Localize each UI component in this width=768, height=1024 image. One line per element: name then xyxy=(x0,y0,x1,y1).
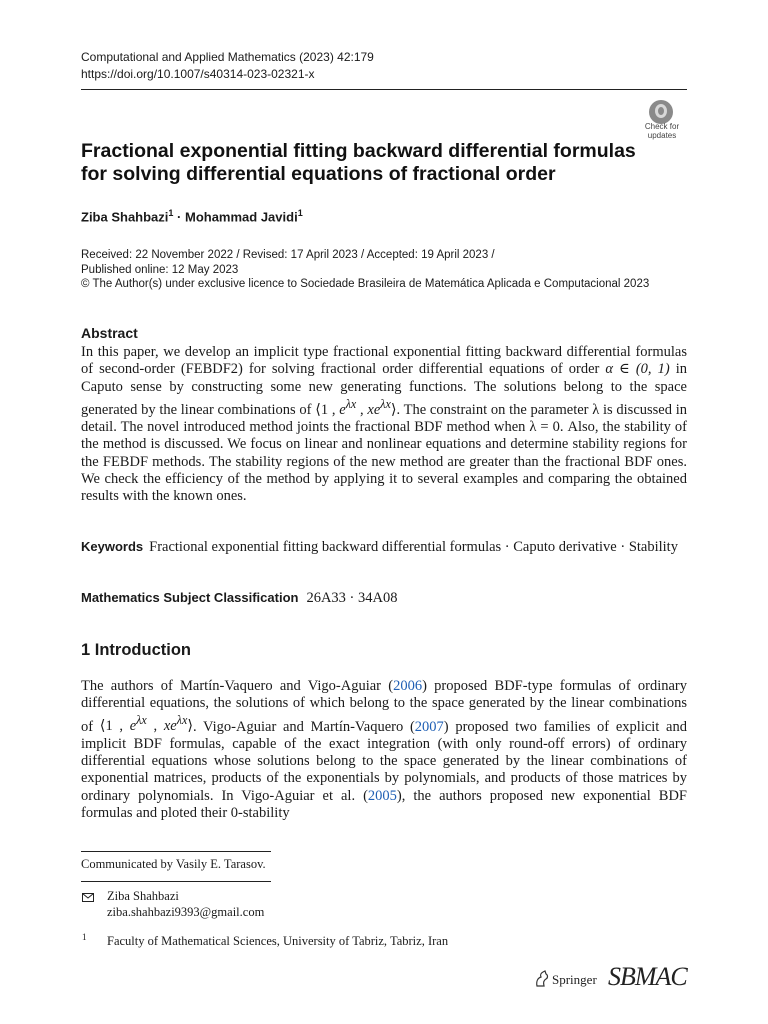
sbmac-logo: SBMAC xyxy=(608,962,687,991)
intro-text-3: . Vigo-Aguiar and Martín-Vaquero ( xyxy=(192,718,415,735)
affiliation-number: 1 xyxy=(82,932,87,942)
author-separator: · xyxy=(173,209,185,225)
abstract-body xyxy=(81,344,687,506)
doi-link[interactable]: https://doi.org/10.1007/s40314-023-02321-x xyxy=(81,67,315,81)
intro-text-5: ), the authors proposed new exponential BDF formulas and ploted their 0-stability xyxy=(81,787,687,821)
intro-text-2: ) proposed BDF-type formulas of ordinary differential equations, the solutions of which belong to the space generated by the linear combinations of xyxy=(81,678,688,735)
author-2-affiliation: 1 xyxy=(297,208,303,218)
title-line1: Fractional exponential fitting backward differential formulas xyxy=(81,140,636,162)
journal-citation: Computational and Applied Mathematics (2023) 42:179 xyxy=(81,50,374,64)
crossmark-icon xyxy=(649,100,673,124)
paper-title xyxy=(81,140,641,186)
envelope-icon xyxy=(82,893,94,902)
keywords-heading: Keywords xyxy=(81,539,144,554)
title-line2: for solving differential equations of fractional order xyxy=(81,163,556,185)
badge-line2: updates xyxy=(647,131,677,140)
dates-line1: Received: 22 November 2022 / Revised: 17 April 2023 / Accepted: 19 April 2023 / xyxy=(81,249,495,261)
publication-dates xyxy=(81,248,681,292)
abstract-text-3: . The constraint on the parameter λ is discussed in detail. The novel introduced method joints the fractional BDF method when λ = 0. Also, the stability of the method is discussed. We focus on linear and nonlinear equations and determine stability regions for the FEBDF methods. The stability regions of the new method are greater than the fractional BDF ones. We check the efficiency of the method by applying it to several examples and comparing the obtained results with the known ones. xyxy=(81,401,688,505)
author-list xyxy=(81,208,303,224)
intro-text-1: The authors of Martín-Vaquero and Vigo-Aguiar ( xyxy=(81,678,394,694)
header-rule xyxy=(81,89,687,90)
springer-horse-icon xyxy=(534,970,550,988)
span-expression: ⟨1 , $e^{\lambda x}$ , $xe^{\lambda x}⟩$ xyxy=(99,713,193,735)
footnote-rule xyxy=(81,851,271,852)
footnote-rule xyxy=(81,881,271,882)
citation-link[interactable]: 2005 xyxy=(367,787,397,804)
abstract-text-1: In this paper, we develop an implicit type fractional exponential fitting backward differential formulas of second-order (FEBDF2) for solving fractional order differential equations of order xyxy=(81,344,687,378)
author-1: Ziba Shahbazi xyxy=(81,209,169,225)
citation-link[interactable]: 2007 xyxy=(414,718,444,735)
dates-line2: Published online: 12 May 2023 xyxy=(81,263,239,276)
check-for-updates-badge[interactable] xyxy=(636,98,688,144)
communicated-by: Communicated by Vasily E. Tarasov. xyxy=(81,857,266,871)
citation-link[interactable]: 2006 xyxy=(393,678,423,694)
author-2: Mohammad Javidi xyxy=(184,209,298,225)
corresponding-author-email[interactable]: ziba.shahbazi9393@gmail.com xyxy=(107,905,265,919)
journal-header xyxy=(81,49,374,83)
section-heading-introduction: 1 Introduction xyxy=(81,641,191,659)
springer-logo: Springer xyxy=(552,972,597,987)
intro-text-4: ) proposed two families of explicit and implicit BDF formulas, capable of the exact integration (with only round-off errors) of ordinary differential equations whose solutions belong to the space generated by the linear combinations of exponential matrices, products of the exponentials by polynomials, and products of those matrices by ordinary polynomials. In Vigo-Aguiar et al. ( xyxy=(81,718,687,804)
msc-codes: 26A33 · 34A08 xyxy=(306,590,398,606)
order-range: α ∈ (0, 1) xyxy=(605,361,670,378)
badge-line1: Check for xyxy=(644,122,680,131)
affiliation-text: Faculty of Mathematical Sciences, University of Tabriz, Tabriz, Iran xyxy=(107,934,449,948)
corresponding-author-name: Ziba Shahbazi xyxy=(107,889,179,903)
introduction-body xyxy=(81,678,687,822)
msc-classification xyxy=(81,590,397,607)
keywords-text: Fractional exponential fitting backward differential formulas · Caputo derivative · Stability xyxy=(149,539,678,555)
span-expression: ⟨1 , $e^{\lambda x}$ , $xe^{\lambda x}⟩$ xyxy=(315,396,397,418)
abstract-text-2: in Caputo sense by constructing some new generating functions. The solutions belong to the space generated by the linear combinations of xyxy=(81,361,687,418)
msc-heading: Mathematics Subject Classification xyxy=(81,590,299,605)
keywords xyxy=(81,538,687,556)
abstract-heading: Abstract xyxy=(81,325,138,341)
copyright-line: © The Author(s) under exclusive licence to Sociedade Brasileira de Matemática Aplicada e Computacional 2023 xyxy=(81,278,650,290)
author-1-affiliation: 1 xyxy=(168,208,174,218)
